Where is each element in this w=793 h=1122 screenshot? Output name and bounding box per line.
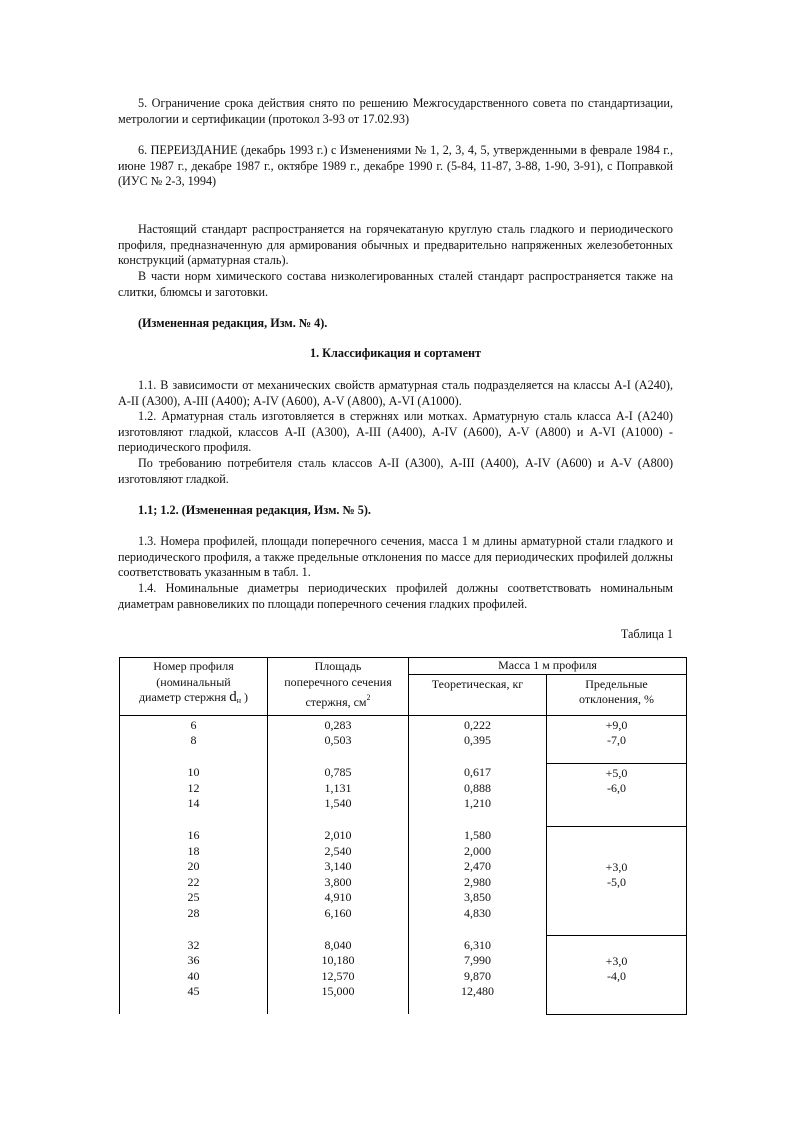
amendment-note-5: 1.1; 1.2. (Измененная редакция, Изм. № 5). (138, 503, 371, 517)
deviation-value: +9,0 (605, 717, 628, 732)
table-value: 32 (187, 937, 200, 952)
deviation-value: -5,0 (607, 875, 626, 890)
table-value: 16 (187, 828, 200, 843)
scope-paragraph-1: Настоящий стандарт распространяется на горячекатаную круглую сталь гладкого и периодического профиля, предназначенную для армирования обычных и предварительно напряженных железобетонных конструкций (арматурная сталь). (118, 222, 673, 268)
mass-cell (409, 936, 547, 1014)
header-text: Предельные (585, 676, 648, 691)
table-value: 18 (187, 843, 200, 858)
table-value: 40 (187, 968, 200, 983)
table-value: 6,160 (324, 906, 352, 921)
table-value: 36 (187, 953, 200, 968)
table-value: 10 (187, 765, 200, 780)
deviation-value: -6,0 (607, 781, 626, 796)
header-text: диаметр стержня (138, 690, 227, 705)
paragraph-6: 6. ПЕРЕИЗДАНИЕ (декабрь 1993 г.) с Изменениями № 1, 2, 3, 4, 5, утвержденными в феврале 1984 г., июне 1987 г., декабре 1987 г., октябре 1989 г., декабре 1990 г. (5-84, 11-87, 3-88, 1-90, 3-91), с Поправкой (ИУС № 2-3, 1994) (118, 143, 673, 189)
table-value: 0,888 (464, 780, 491, 795)
table-value: 1,131 (324, 780, 352, 795)
table-value: 28 (187, 906, 200, 921)
paragraph-5: 5. Ограничение срока действия снято по решению Межгосударственного совета по стандартизации, метрологии и сертификации (протокол 3-93 от 17.02.93) (118, 96, 673, 126)
area-cell (268, 826, 409, 936)
table-value: 7,990 (464, 953, 491, 968)
header-text: Номер профиля (153, 659, 234, 673)
table-value: 45 (187, 984, 200, 999)
table-value: 25 (187, 890, 200, 905)
header-profile-number (120, 658, 268, 716)
mass-cell (409, 715, 547, 763)
table-row-group (120, 826, 687, 936)
profile-number-cell (120, 826, 268, 936)
area-cell (268, 936, 409, 1014)
paragraph-1-4: 1.4. Номинальные диаметры периодических профилей должны соответствовать номинальным диаметрам равновеликих по площади поперечного сечения гладких профилей. (118, 581, 673, 611)
profile-number-cell (120, 715, 268, 763)
header-text: (номинальный (156, 674, 231, 689)
table-value: 3,140 (324, 859, 352, 874)
table-value: 4,830 (464, 906, 491, 921)
paragraph-1-3: 1.3. Номера профилей, площади поперечного сечения, масса 1 м длины арматурной стали гладкого и периодического профиля, а также предельные отклонения по массе для периодических профилей должны соответствовать указанным в табл. 1. (118, 534, 673, 580)
paragraph-1-2: 1.2. Арматурная сталь изготовляется в стержнях или мотках. Арматурную сталь класса А-I (А240) изготовляют гладкой, классов А-II (А300), А-III (А400), А-IV (А600), А-V (А800) и А-VI (А1000) - периодического профиля. (118, 409, 673, 455)
header-deviation (547, 674, 687, 715)
table-value: 0,283 (324, 717, 352, 732)
header-text: Площадь (314, 659, 362, 673)
header-text: стержня, см (305, 695, 367, 710)
header-text: Теоретическая, кг (431, 676, 524, 691)
header-mass (409, 658, 687, 675)
table-value: 2,470 (464, 859, 491, 874)
table-row-group (120, 936, 687, 1014)
header-symbol: d (229, 689, 237, 706)
table-row-group (120, 763, 687, 826)
table-value: 2,540 (324, 843, 352, 858)
deviation-value: +3,0 (605, 953, 628, 968)
table-value: 10,180 (321, 953, 355, 968)
header-subscript: н (236, 696, 242, 706)
deviation-cell (547, 715, 687, 763)
table-value: 3,850 (464, 890, 491, 905)
table-value: 0,503 (324, 733, 352, 748)
mass-cell (409, 763, 547, 826)
deviation-cell (547, 763, 687, 826)
area-cell (268, 715, 409, 763)
table-value: 8,040 (324, 937, 352, 952)
table-value: 1,210 (464, 796, 491, 811)
header-text: Масса 1 м профиля (498, 658, 597, 672)
area-cell (268, 763, 409, 826)
table-body (120, 715, 687, 1014)
table-value: 0,395 (464, 733, 491, 748)
table-value: 14 (187, 796, 200, 811)
deviation-cell (547, 936, 687, 1014)
profile-number-cell (120, 936, 268, 1014)
table-caption: Таблица 1 (620, 627, 673, 641)
table-value: 4,910 (324, 890, 352, 905)
table-value: 3,800 (324, 874, 352, 889)
table-value: 1,580 (464, 828, 491, 843)
deviation-value: +5,0 (605, 765, 628, 780)
header-superscript: 2 (366, 693, 371, 703)
table-value: 8 (190, 733, 197, 748)
table-value: 22 (187, 874, 200, 889)
table-value: 0,785 (324, 765, 352, 780)
table-value: 12 (187, 780, 200, 795)
scope-paragraph-2: В части норм химического состава низколегированных сталей стандарт распространяется также на слитки, блюмсы и заготовки. (118, 269, 673, 299)
section-1-heading: 1. Классификация и сортамент (309, 346, 481, 360)
deviation-cell (547, 826, 687, 936)
table-value: 0,222 (464, 717, 491, 732)
deviation-value: -4,0 (607, 969, 626, 984)
table-1 (119, 657, 687, 1015)
table-value: 6 (190, 717, 197, 732)
table-header-row (120, 658, 687, 675)
table-value: 9,870 (464, 968, 491, 983)
table-value: 0,617 (464, 765, 491, 780)
table-value: 2,000 (464, 843, 491, 858)
table-value: 2,010 (324, 828, 352, 843)
header-text: ) (244, 690, 249, 705)
header-text: отклонения, % (578, 692, 654, 707)
table-value: 15,000 (321, 984, 355, 999)
table-value: 12,480 (461, 984, 494, 999)
table-value: 20 (187, 859, 200, 874)
table-value: 12,570 (321, 968, 355, 983)
paragraph-1-2b: По требованию потребителя сталь классов А-II (А300), А-III (А400), А-IV (А600) и А-V (А800) изготовляют гладкой. (118, 456, 673, 486)
amendment-note-4: (Измененная редакция, Изм. № 4). (138, 316, 328, 330)
table-value: 2,980 (464, 874, 491, 889)
profile-number-cell (120, 763, 268, 826)
table-value: 6,310 (464, 937, 491, 952)
header-theoretical-mass (409, 674, 547, 715)
deviation-value: -7,0 (607, 733, 626, 748)
header-text: поперечного сечения (284, 674, 392, 689)
header-area (268, 658, 409, 716)
table-row-group (120, 715, 687, 763)
paragraph-1-1: 1.1. В зависимости от механических свойств арматурная сталь подразделяется на классы А-I (А240), А-II (А300), А-III (А400); А-IV (А600), А-V (А800), А-VI (А1000). (118, 378, 673, 408)
deviation-value: +3,0 (605, 859, 628, 874)
mass-cell (409, 826, 547, 936)
table-value: 1,540 (324, 796, 352, 811)
